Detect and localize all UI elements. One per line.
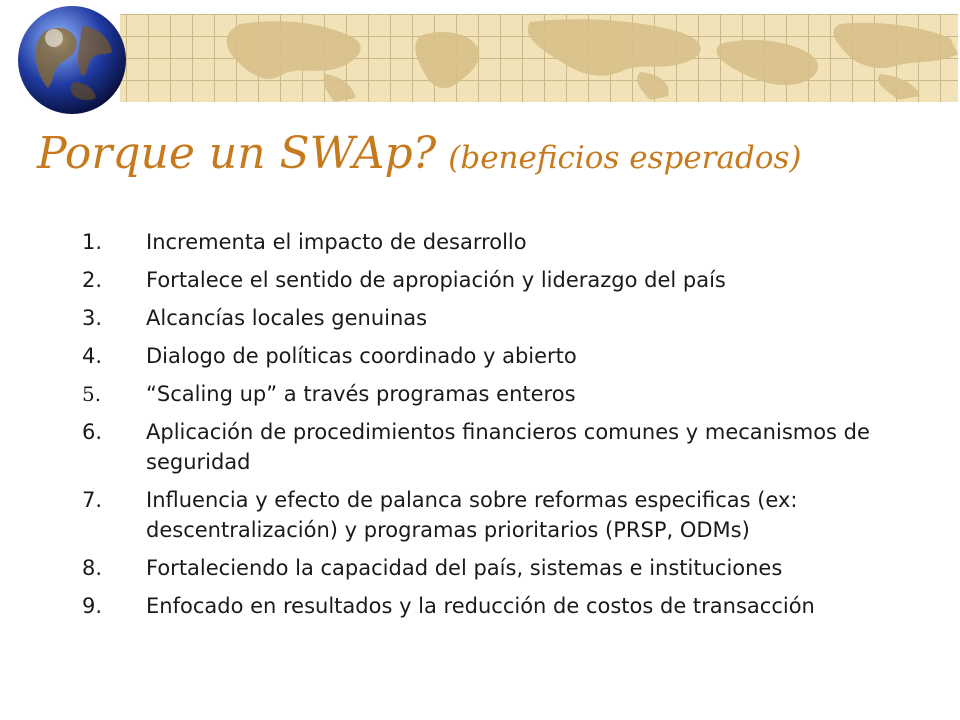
item-number: 8. [82, 556, 103, 580]
item-text: “Scaling up” a través programas enteros [146, 382, 576, 406]
item-number: 3. [82, 306, 103, 330]
item-text: Alcancías locales genuinas [146, 306, 428, 330]
item-text: Fortaleciendo la capacidad del país, sistemas e instituciones [146, 556, 783, 580]
item-number: 6. [82, 420, 103, 444]
item-text: Influencia y efecto de palanca sobre reformas especificas (ex: descentralización) y programas prioritarios (PRSP, ODMs) [146, 488, 798, 542]
item-text: Dialogo de políticas coordinado y abierto [146, 344, 577, 368]
title-main: Porque un SWAp? [37, 128, 437, 179]
item-number: 4. [82, 344, 103, 368]
item-number: 1. [82, 230, 103, 254]
item-number: 5. [82, 382, 102, 406]
globe-icon [14, 2, 134, 120]
item-text: Incrementa el impacto de desarrollo [146, 230, 527, 254]
list-item [82, 265, 942, 295]
list-item [82, 303, 942, 333]
item-text: Fortalece el sentido de apropiación y liderazgo del país [146, 268, 726, 292]
benefits-list [82, 227, 942, 629]
world-map-banner [120, 14, 958, 102]
title-subtitle: (beneficios esperados) [448, 140, 802, 176]
list-item [82, 227, 942, 257]
list-item [82, 417, 942, 477]
list-item [82, 485, 942, 545]
item-number: 9. [82, 594, 103, 618]
item-text: Enfocado en resultados y la reducción de costos de transacción [146, 594, 815, 618]
item-text: Aplicación de procedimientos financieros comunes y mecanismos de seguridad [146, 420, 870, 474]
slide-title [37, 128, 937, 198]
list-item [82, 591, 942, 621]
item-number: 7. [82, 488, 103, 512]
list-item [82, 553, 942, 583]
item-number: 2. [82, 268, 103, 292]
list-item [82, 341, 942, 371]
world-map-icon [120, 14, 958, 102]
list-item [82, 379, 942, 409]
